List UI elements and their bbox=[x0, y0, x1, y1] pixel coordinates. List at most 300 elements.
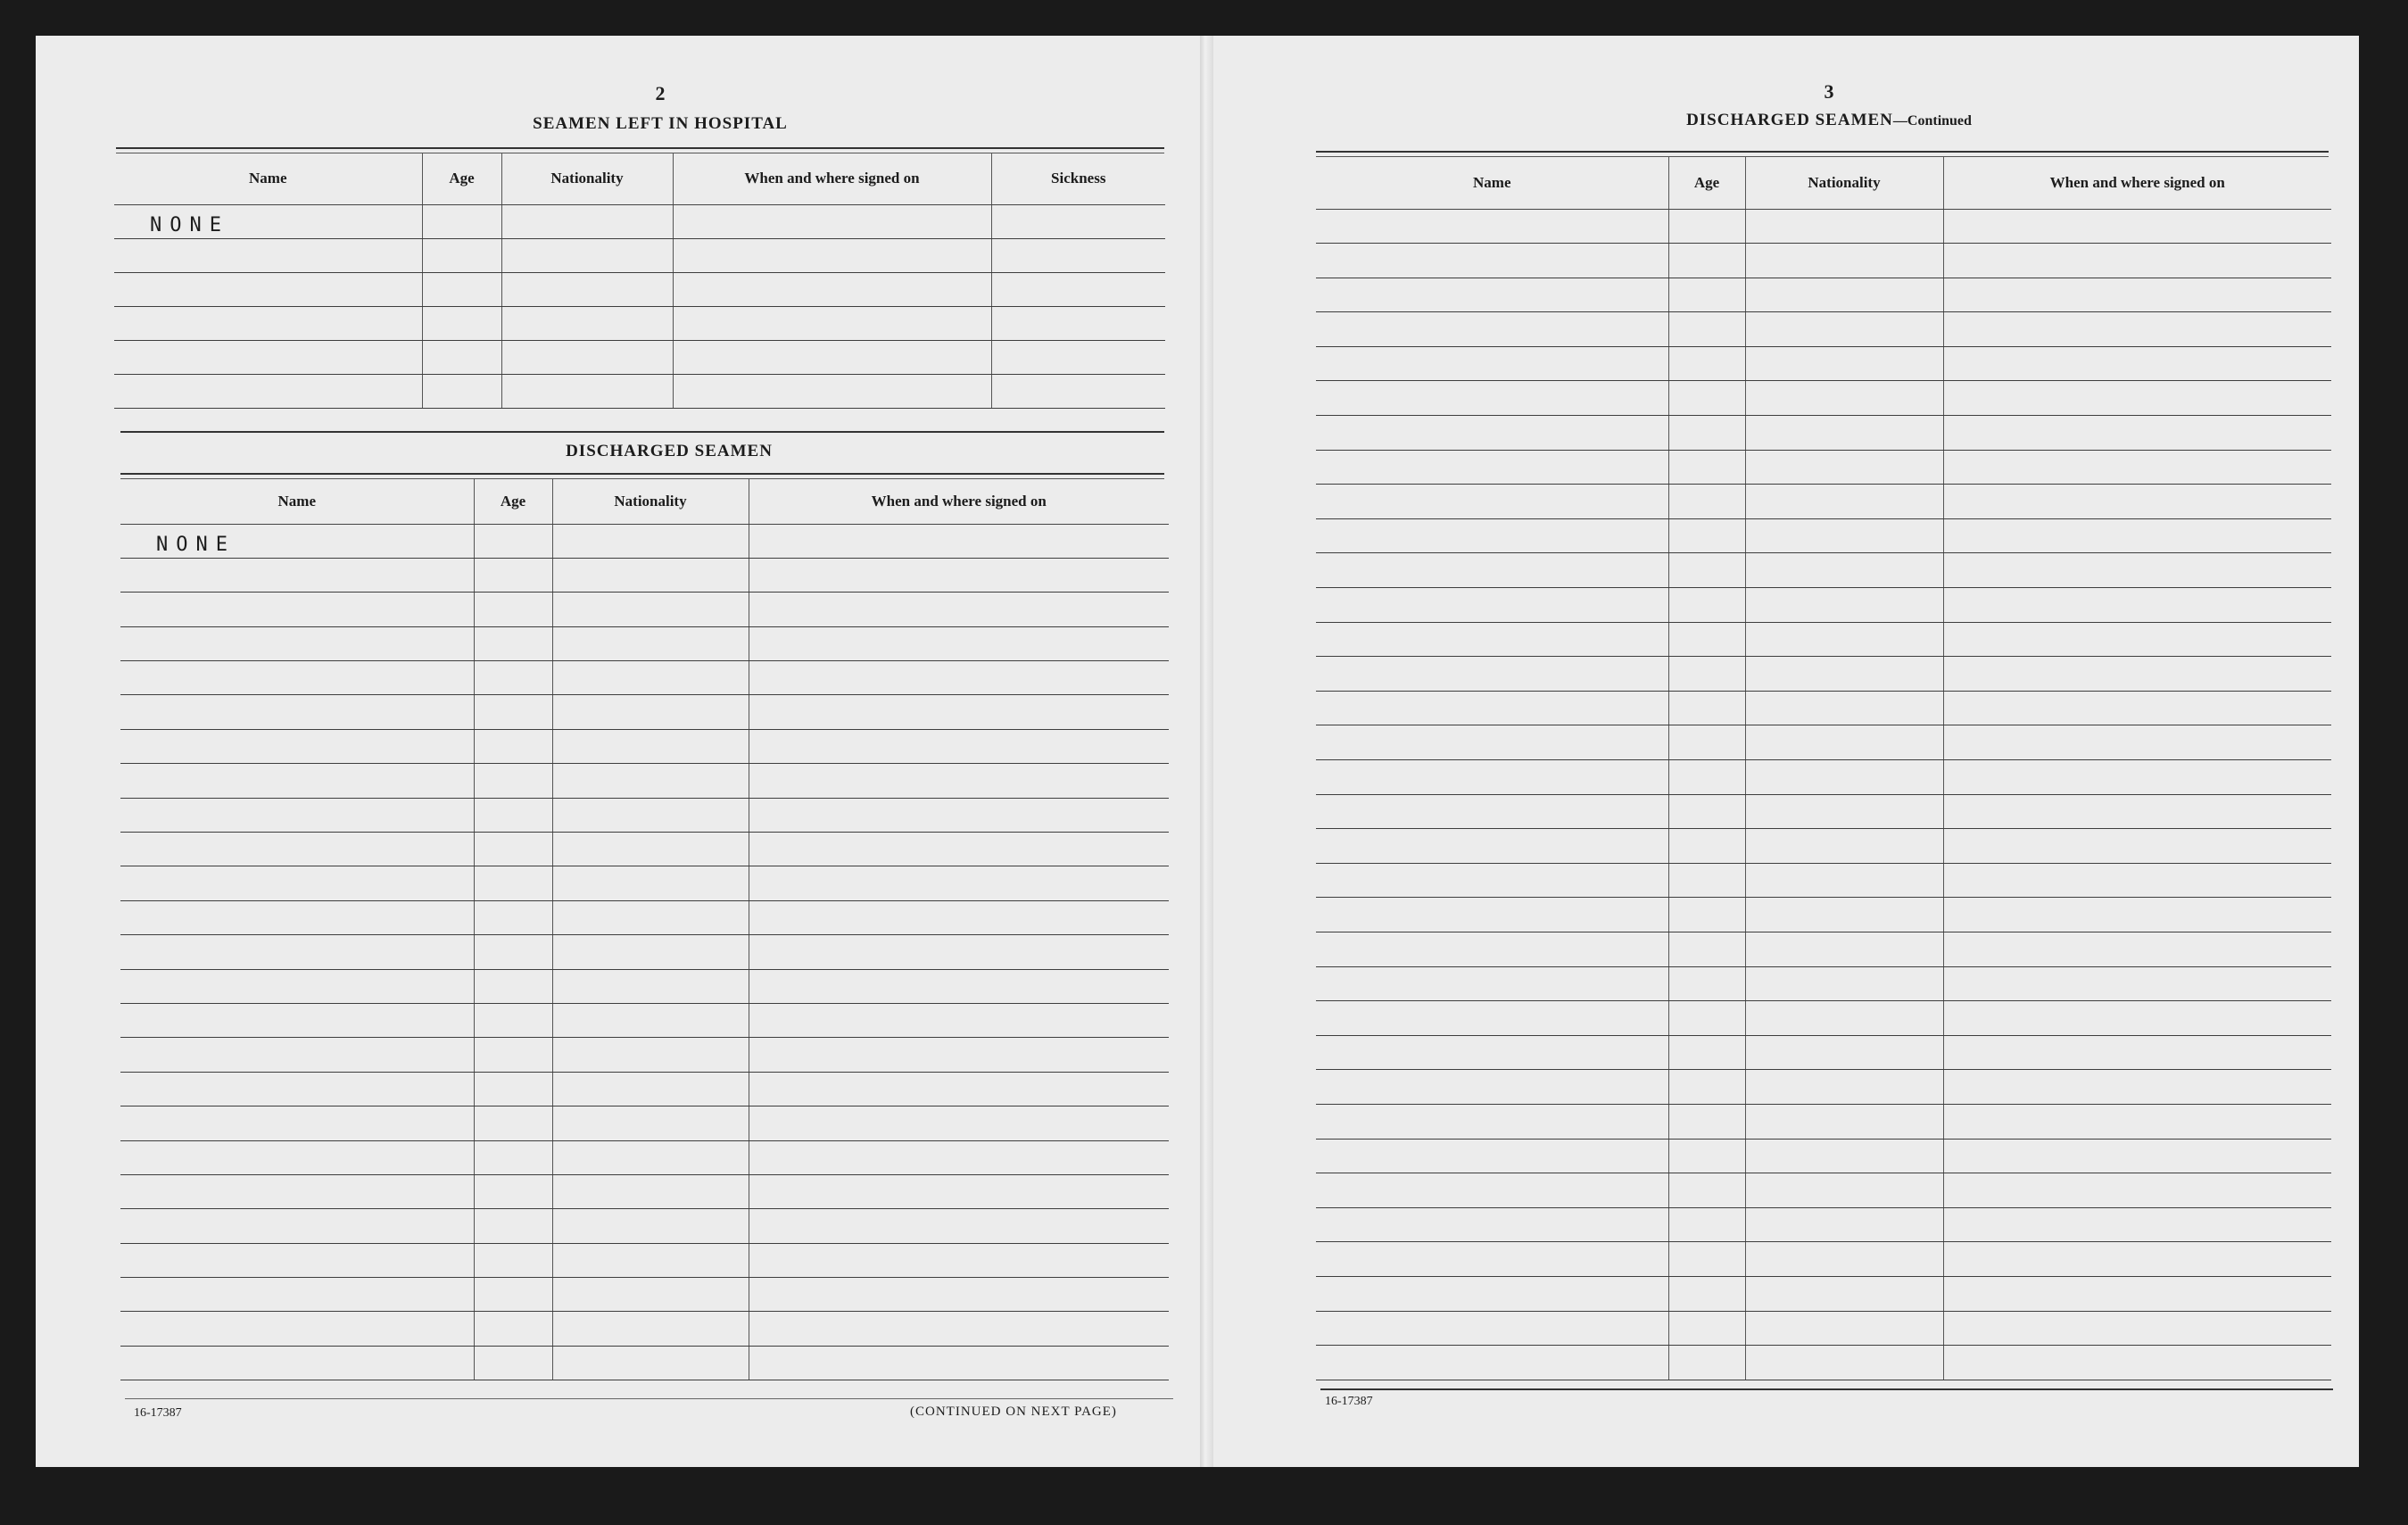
right-row bbox=[1316, 1104, 2331, 1139]
right-cell bbox=[1316, 691, 1668, 725]
right-cell bbox=[1943, 863, 2331, 898]
discharged-cell bbox=[120, 1106, 474, 1140]
discharged-entry-none: NONE bbox=[120, 524, 474, 558]
right-cell bbox=[1745, 588, 1943, 623]
right-bottom-rule bbox=[1320, 1388, 2333, 1390]
right-cell bbox=[1316, 209, 1668, 244]
right-cell bbox=[1668, 1207, 1745, 1242]
right-cell bbox=[1943, 553, 2331, 588]
discharged-cell bbox=[749, 833, 1169, 866]
hospital-entry-none: NONE bbox=[114, 204, 422, 238]
discharged-cell bbox=[120, 1209, 474, 1243]
right-cell bbox=[1668, 485, 1745, 519]
right-row bbox=[1316, 278, 2331, 312]
right-cell bbox=[1745, 1001, 1943, 1036]
right-cell bbox=[1316, 1346, 1668, 1380]
right-cell bbox=[1668, 1070, 1745, 1105]
right-cell bbox=[1316, 725, 1668, 760]
right-cell bbox=[1745, 691, 1943, 725]
right-cell bbox=[1943, 450, 2331, 485]
right-row bbox=[1316, 657, 2331, 692]
right-section-title bbox=[1615, 111, 2043, 130]
discharged-cell bbox=[749, 1140, 1169, 1174]
discharged-cell bbox=[474, 626, 552, 660]
right-cell bbox=[1668, 760, 1745, 795]
discharged-cell bbox=[552, 1243, 749, 1277]
right-cell bbox=[1668, 1242, 1745, 1277]
discharged-cell bbox=[120, 969, 474, 1003]
hospital-cell bbox=[501, 340, 673, 374]
discharged-cell bbox=[749, 969, 1169, 1003]
right-cell bbox=[1668, 381, 1745, 416]
right-row bbox=[1316, 1035, 2331, 1070]
right-cell bbox=[1316, 1207, 1668, 1242]
right-cell bbox=[1745, 898, 1943, 932]
right-cell bbox=[1745, 966, 1943, 1001]
discharged-cell bbox=[552, 1174, 749, 1208]
right-cell bbox=[1316, 381, 1668, 416]
discharged-cell bbox=[474, 900, 552, 934]
discharged-row bbox=[120, 1312, 1169, 1346]
right-row bbox=[1316, 966, 2331, 1001]
discharged-cell bbox=[120, 935, 474, 969]
discharged-cell bbox=[474, 1140, 552, 1174]
discharged-cell bbox=[120, 1072, 474, 1106]
discharged-cell bbox=[749, 1038, 1169, 1072]
right-cell bbox=[1316, 312, 1668, 347]
discharged-cell bbox=[749, 935, 1169, 969]
right-cell bbox=[1943, 209, 2331, 244]
discharged-cell bbox=[749, 1209, 1169, 1243]
discharged-cell bbox=[474, 764, 552, 798]
discharged-row bbox=[120, 661, 1169, 695]
discharged-cell bbox=[474, 1243, 552, 1277]
right-row bbox=[1316, 1311, 2331, 1346]
right-cell bbox=[1745, 450, 1943, 485]
discharged-row bbox=[120, 729, 1169, 763]
discharged-row bbox=[120, 593, 1169, 626]
right-cell bbox=[1316, 485, 1668, 519]
right-cell bbox=[1745, 1139, 1943, 1173]
right-cell bbox=[1316, 1311, 1668, 1346]
document-sheet bbox=[36, 36, 2359, 1467]
right-cell bbox=[1668, 346, 1745, 381]
discharged-row bbox=[120, 558, 1169, 592]
right-cell bbox=[1668, 794, 1745, 829]
discharged-cell bbox=[552, 1312, 749, 1346]
discharged-row bbox=[120, 1346, 1169, 1380]
right-cell bbox=[1943, 312, 2331, 347]
hospital-cell bbox=[991, 340, 1165, 374]
right-cell bbox=[1745, 725, 1943, 760]
right-cell bbox=[1668, 1276, 1745, 1311]
discharged-cell bbox=[749, 1278, 1169, 1312]
discharged-row bbox=[120, 935, 1169, 969]
hospital-row bbox=[114, 272, 1165, 306]
right-cell bbox=[1745, 518, 1943, 553]
hospital-col-nationality: Nationality bbox=[501, 153, 673, 204]
discharged-cell bbox=[474, 798, 552, 832]
right-cell bbox=[1745, 760, 1943, 795]
discharged-cell bbox=[552, 524, 749, 558]
discharged-cell bbox=[749, 1312, 1169, 1346]
right-row bbox=[1316, 381, 2331, 416]
discharged-cell bbox=[120, 661, 474, 695]
discharged-cell bbox=[552, 695, 749, 729]
right-cell bbox=[1745, 794, 1943, 829]
right-cell bbox=[1668, 450, 1745, 485]
discharged-row bbox=[120, 1243, 1169, 1277]
discharged-cell bbox=[120, 833, 474, 866]
right-col-name: Name bbox=[1316, 157, 1668, 209]
right-col-signed-on: When and where signed on bbox=[1943, 157, 2331, 209]
right-cell bbox=[1745, 829, 1943, 864]
right-cell bbox=[1745, 1276, 1943, 1311]
discharged-cell bbox=[474, 558, 552, 592]
discharged-cell bbox=[120, 729, 474, 763]
right-cell bbox=[1316, 1070, 1668, 1105]
discharged-cell bbox=[552, 833, 749, 866]
discharged-cell bbox=[474, 1346, 552, 1380]
discharged-row bbox=[120, 798, 1169, 832]
discharged-cell bbox=[552, 798, 749, 832]
discharged-cell bbox=[120, 1346, 474, 1380]
right-cell bbox=[1316, 1139, 1668, 1173]
discharged-row bbox=[120, 524, 1169, 558]
right-cell bbox=[1316, 1173, 1668, 1208]
right-cell bbox=[1943, 725, 2331, 760]
discharged-cell bbox=[749, 729, 1169, 763]
right-cell bbox=[1668, 1311, 1745, 1346]
form-number-left: 16-17387 bbox=[134, 1406, 182, 1420]
discharged-cell bbox=[474, 1038, 552, 1072]
hospital-row bbox=[114, 306, 1165, 340]
discharged-cell bbox=[120, 1243, 474, 1277]
right-cell bbox=[1745, 1311, 1943, 1346]
right-cell bbox=[1316, 416, 1668, 451]
right-cell bbox=[1745, 1104, 1943, 1139]
right-cell bbox=[1943, 1001, 2331, 1036]
hospital-cell bbox=[422, 272, 501, 306]
discharged-cell bbox=[749, 695, 1169, 729]
right-cell bbox=[1668, 1346, 1745, 1380]
right-cell bbox=[1745, 657, 1943, 692]
right-row bbox=[1316, 1346, 2331, 1380]
discharged-row bbox=[120, 1174, 1169, 1208]
discharged-cell bbox=[749, 661, 1169, 695]
hospital-table bbox=[114, 153, 1165, 409]
right-col-nationality: Nationality bbox=[1745, 157, 1943, 209]
discharged-cell bbox=[749, 593, 1169, 626]
discharged-row bbox=[120, 1072, 1169, 1106]
discharged-col-age: Age bbox=[474, 479, 552, 524]
hospital-cell bbox=[673, 340, 991, 374]
right-cell bbox=[1943, 657, 2331, 692]
right-cell bbox=[1668, 622, 1745, 657]
hospital-cell bbox=[114, 340, 422, 374]
right-cell bbox=[1316, 278, 1668, 312]
discharged-table bbox=[120, 479, 1169, 1380]
right-section-title-main: DISCHARGED SEAMEN bbox=[1686, 111, 1893, 129]
discharged-cell bbox=[749, 798, 1169, 832]
right-cell bbox=[1316, 553, 1668, 588]
page-number-right: 3 bbox=[1824, 80, 1834, 103]
discharged-cell bbox=[474, 1209, 552, 1243]
right-row bbox=[1316, 1242, 2331, 1277]
right-cell bbox=[1745, 1346, 1943, 1380]
right-cell bbox=[1745, 209, 1943, 244]
discharged-cell bbox=[120, 626, 474, 660]
right-cell bbox=[1316, 898, 1668, 932]
hospital-cell bbox=[422, 340, 501, 374]
right-cell bbox=[1745, 1173, 1943, 1208]
hospital-cell bbox=[991, 272, 1165, 306]
discharged-col-signed-on: When and where signed on bbox=[749, 479, 1169, 524]
right-cell bbox=[1316, 244, 1668, 278]
discharged-row bbox=[120, 1003, 1169, 1037]
right-cell bbox=[1943, 1070, 2331, 1105]
right-row bbox=[1316, 588, 2331, 623]
discharged-cell bbox=[749, 1346, 1169, 1380]
right-row bbox=[1316, 1070, 2331, 1105]
right-cell bbox=[1316, 450, 1668, 485]
right-cell bbox=[1943, 1311, 2331, 1346]
right-cell bbox=[1943, 966, 2331, 1001]
hospital-cell bbox=[501, 238, 673, 272]
hospital-cell bbox=[991, 374, 1165, 408]
right-row bbox=[1316, 794, 2331, 829]
hospital-cell bbox=[673, 238, 991, 272]
discharged-cell bbox=[474, 1003, 552, 1037]
hospital-row bbox=[114, 238, 1165, 272]
right-cell bbox=[1316, 794, 1668, 829]
hospital-cell bbox=[422, 238, 501, 272]
right-cell bbox=[1943, 244, 2331, 278]
right-cell bbox=[1943, 1035, 2331, 1070]
discharged-cell bbox=[474, 1106, 552, 1140]
discharged-cell bbox=[552, 1140, 749, 1174]
right-cell bbox=[1668, 657, 1745, 692]
right-cell bbox=[1943, 932, 2331, 966]
hospital-col-sickness: Sickness bbox=[991, 153, 1165, 204]
hospital-section-title: SEAMEN LEFT IN HOSPITAL bbox=[533, 114, 788, 133]
discharged-col-name: Name bbox=[120, 479, 474, 524]
right-row bbox=[1316, 760, 2331, 795]
discharged-row bbox=[120, 866, 1169, 900]
right-cell bbox=[1668, 518, 1745, 553]
right-row bbox=[1316, 622, 2331, 657]
right-cell bbox=[1943, 691, 2331, 725]
right-cell bbox=[1316, 657, 1668, 692]
discharged-cell bbox=[552, 1038, 749, 1072]
right-cell bbox=[1668, 1035, 1745, 1070]
left-bottom-rule bbox=[125, 1398, 1173, 1399]
right-header-row bbox=[1316, 157, 2331, 209]
discharged-cell bbox=[120, 1278, 474, 1312]
right-page bbox=[1213, 36, 2359, 1467]
discharged-cell bbox=[552, 969, 749, 1003]
right-cell bbox=[1668, 1001, 1745, 1036]
right-cell bbox=[1943, 794, 2331, 829]
right-row bbox=[1316, 863, 2331, 898]
hospital-cell bbox=[422, 306, 501, 340]
hospital-cell bbox=[991, 306, 1165, 340]
hospital-cell bbox=[501, 306, 673, 340]
discharged-cell bbox=[474, 729, 552, 763]
right-cell bbox=[1316, 1276, 1668, 1311]
right-row bbox=[1316, 244, 2331, 278]
hospital-row bbox=[114, 340, 1165, 374]
right-cell bbox=[1745, 485, 1943, 519]
discharged-cell bbox=[120, 798, 474, 832]
discharged-cell bbox=[749, 764, 1169, 798]
discharged-row bbox=[120, 695, 1169, 729]
hospital-cell bbox=[114, 238, 422, 272]
discharged-cell bbox=[474, 833, 552, 866]
right-cell bbox=[1943, 622, 2331, 657]
discharged-cell bbox=[474, 969, 552, 1003]
discharged-top-rule bbox=[120, 473, 1164, 479]
discharged-cell bbox=[552, 764, 749, 798]
right-cell bbox=[1668, 588, 1745, 623]
discharged-row bbox=[120, 626, 1169, 660]
discharged-cell bbox=[552, 729, 749, 763]
discharged-row bbox=[120, 1038, 1169, 1072]
hospital-header-row bbox=[114, 153, 1165, 204]
right-row bbox=[1316, 932, 2331, 966]
page-number-left: 2 bbox=[655, 82, 666, 104]
right-cell bbox=[1316, 622, 1668, 657]
right-cell bbox=[1943, 588, 2331, 623]
right-cell bbox=[1943, 1242, 2331, 1277]
discharged-cell bbox=[474, 695, 552, 729]
discharged-cell bbox=[474, 593, 552, 626]
right-row bbox=[1316, 416, 2331, 451]
hospital-cell bbox=[991, 204, 1165, 238]
left-page bbox=[36, 36, 1200, 1467]
hospital-cell bbox=[501, 272, 673, 306]
discharged-cell bbox=[120, 764, 474, 798]
discharged-row bbox=[120, 969, 1169, 1003]
right-cell bbox=[1943, 1104, 2331, 1139]
right-discharged-table bbox=[1316, 157, 2331, 1380]
right-cell bbox=[1668, 1139, 1745, 1173]
right-row bbox=[1316, 553, 2331, 588]
discharged-cell bbox=[749, 900, 1169, 934]
right-cell bbox=[1943, 1276, 2331, 1311]
right-cell bbox=[1316, 1104, 1668, 1139]
right-cell bbox=[1668, 416, 1745, 451]
right-cell bbox=[1668, 278, 1745, 312]
discharged-cell bbox=[474, 1278, 552, 1312]
right-cell bbox=[1668, 312, 1745, 347]
right-cell bbox=[1668, 898, 1745, 932]
hospital-cell bbox=[114, 306, 422, 340]
right-cell bbox=[1316, 760, 1668, 795]
discharged-cell bbox=[120, 558, 474, 592]
discharged-row bbox=[120, 1278, 1169, 1312]
discharged-cell bbox=[749, 558, 1169, 592]
right-cell bbox=[1668, 932, 1745, 966]
right-cell bbox=[1943, 278, 2331, 312]
hospital-row bbox=[114, 374, 1165, 408]
right-row bbox=[1316, 485, 2331, 519]
discharged-cell bbox=[552, 661, 749, 695]
discharged-cell bbox=[474, 866, 552, 900]
right-cell bbox=[1668, 966, 1745, 1001]
discharged-cell bbox=[120, 1003, 474, 1037]
hospital-cell bbox=[114, 374, 422, 408]
right-cell bbox=[1745, 244, 1943, 278]
right-cell bbox=[1943, 381, 2331, 416]
discharged-cell bbox=[749, 1003, 1169, 1037]
discharged-cell bbox=[120, 1312, 474, 1346]
right-cell bbox=[1745, 1035, 1943, 1070]
right-row bbox=[1316, 518, 2331, 553]
right-cell bbox=[1668, 1173, 1745, 1208]
right-row bbox=[1316, 1173, 2331, 1208]
right-col-age: Age bbox=[1668, 157, 1745, 209]
discharged-row bbox=[120, 1209, 1169, 1243]
hospital-bottom-rule bbox=[120, 431, 1164, 433]
discharged-cell bbox=[552, 935, 749, 969]
right-row bbox=[1316, 1001, 2331, 1036]
discharged-cell bbox=[749, 1174, 1169, 1208]
discharged-cell bbox=[749, 1072, 1169, 1106]
discharged-cell bbox=[749, 626, 1169, 660]
right-row bbox=[1316, 1207, 2331, 1242]
right-top-rule bbox=[1316, 151, 2329, 157]
discharged-cell bbox=[552, 1346, 749, 1380]
discharged-cell bbox=[474, 1312, 552, 1346]
right-cell bbox=[1668, 691, 1745, 725]
discharged-row bbox=[120, 1106, 1169, 1140]
hospital-col-age: Age bbox=[422, 153, 501, 204]
discharged-cell bbox=[749, 866, 1169, 900]
right-cell bbox=[1943, 485, 2331, 519]
right-row bbox=[1316, 1276, 2331, 1311]
discharged-cell bbox=[120, 1174, 474, 1208]
right-cell bbox=[1943, 346, 2331, 381]
right-cell bbox=[1316, 1242, 1668, 1277]
discharged-cell bbox=[474, 524, 552, 558]
right-row bbox=[1316, 829, 2331, 864]
discharged-cell bbox=[552, 558, 749, 592]
discharged-cell bbox=[474, 935, 552, 969]
discharged-cell bbox=[552, 626, 749, 660]
right-cell bbox=[1668, 1104, 1745, 1139]
right-cell bbox=[1943, 416, 2331, 451]
right-row bbox=[1316, 691, 2331, 725]
discharged-cell bbox=[552, 1003, 749, 1037]
right-row bbox=[1316, 346, 2331, 381]
right-cell bbox=[1943, 518, 2331, 553]
discharged-col-nationality: Nationality bbox=[552, 479, 749, 524]
right-cell bbox=[1943, 1139, 2331, 1173]
discharged-cell bbox=[749, 1106, 1169, 1140]
right-cell bbox=[1745, 278, 1943, 312]
hospital-cell bbox=[673, 204, 991, 238]
discharged-cell bbox=[749, 1243, 1169, 1277]
hospital-cell bbox=[673, 374, 991, 408]
discharged-cell bbox=[552, 1072, 749, 1106]
right-cell bbox=[1943, 1346, 2331, 1380]
right-cell bbox=[1668, 553, 1745, 588]
right-cell bbox=[1745, 1207, 1943, 1242]
hospital-col-name: Name bbox=[114, 153, 422, 204]
right-cell bbox=[1316, 518, 1668, 553]
hospital-cell bbox=[501, 374, 673, 408]
